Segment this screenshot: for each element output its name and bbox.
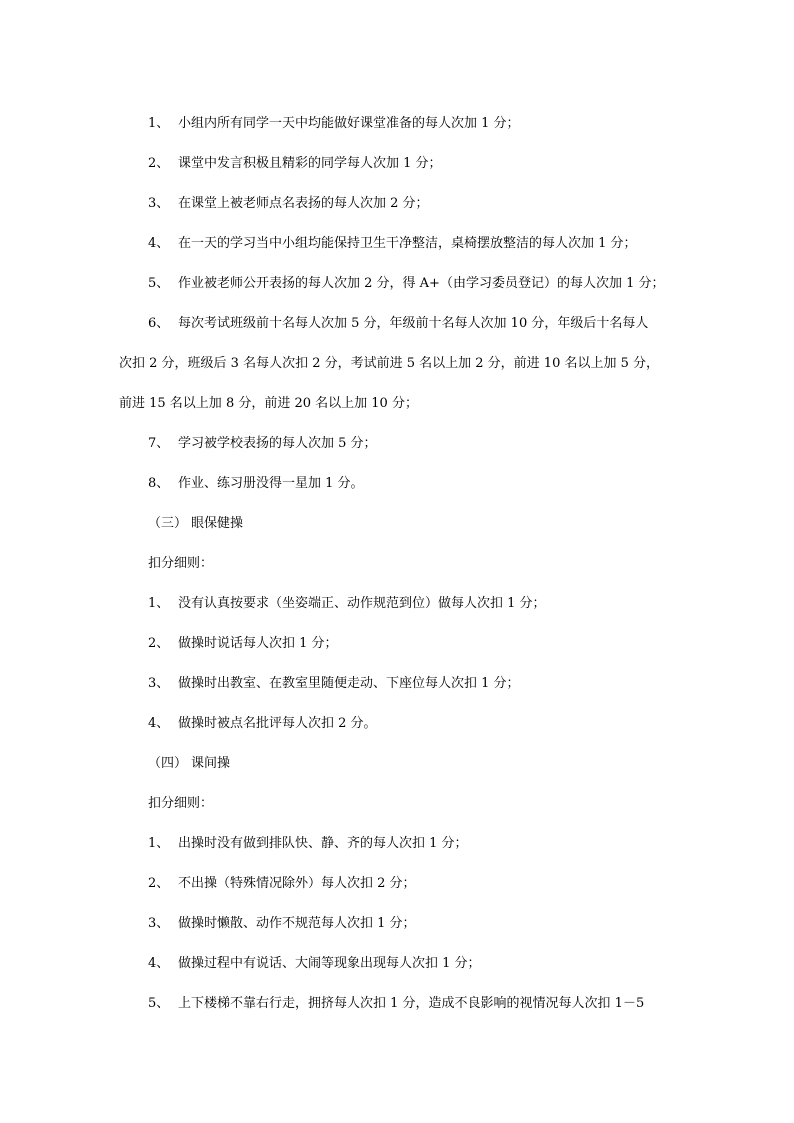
list-item — [148, 956, 481, 972]
list-item-number: 7、 — [148, 436, 170, 451]
list-item-number: 5、 — [148, 996, 170, 1011]
list-item-number: 3、 — [148, 196, 170, 211]
list-item — [148, 676, 520, 692]
list-item-text: 做操时被点名批评每人次扣 2 分。 — [178, 716, 377, 731]
list-item — [148, 596, 546, 612]
list-item-text: 作业、练习册没得一星加 1 分。 — [178, 476, 364, 491]
list-item-number: 2、 — [148, 156, 170, 171]
list-item-text: 学习被学校表扬的每人次加 5 分； — [178, 436, 377, 451]
list-item — [148, 996, 644, 1012]
list-item-number: 1、 — [148, 116, 170, 131]
section-subtitle: 扣分细则： — [148, 556, 214, 571]
section-number: （三） — [148, 516, 188, 531]
list-item — [148, 196, 429, 212]
list-item-number: 4、 — [148, 956, 170, 971]
section-heading — [148, 516, 243, 532]
list-item-number: 4、 — [148, 236, 170, 251]
list-item-text: 出操时没有做到排队快、静、齐的每人次扣 1 分； — [178, 836, 468, 851]
list-item-text: 没有认真按要求（坐姿端正、动作规范到位）做每人次扣 1 分； — [178, 596, 546, 611]
section-subtitle: 扣分细则： — [148, 796, 214, 811]
list-item — [148, 476, 364, 492]
list-item-continuation: 次扣 2 分，班级后 3 名每人次扣 2 分，考试前进 5 名以上加 2 分，前进 10 名以上加 5 分， — [119, 356, 660, 371]
list-item-text: 上下楼梯不靠右行走，拥挤每人次扣 1 分，造成不良影响的视情况每人次扣 1－5 — [178, 996, 645, 1011]
list-item-text: 做操时说话每人次扣 1 分； — [178, 636, 338, 651]
list-item-number: 3、 — [148, 676, 170, 691]
section-title: 眼保健操 — [191, 516, 244, 531]
list-item — [148, 916, 416, 932]
list-item-text: 课堂中发言积极且精彩的同学每人次加 1 分； — [178, 156, 442, 171]
list-item-number: 4、 — [148, 716, 170, 731]
list-item-number: 8、 — [148, 476, 170, 491]
list-item-number: 2、 — [148, 636, 170, 651]
list-item — [148, 316, 648, 332]
list-item-text: 每次考试班级前十名每人次加 5 分，年级前十名每人次加 10 分，年级后十名每人 — [178, 316, 649, 331]
list-item-text: 做操时懒散、动作不规范每人次扣 1 分； — [178, 916, 416, 931]
list-item-number: 6、 — [148, 316, 170, 331]
list-item-continuation: 前进 15 名以上加 8 分，前进 20 名以上加 10 分； — [119, 396, 418, 411]
list-item-text: 做操时出教室、在教室里随便走动、下座位每人次扣 1 分； — [178, 676, 520, 691]
list-item-number: 3、 — [148, 916, 170, 931]
section-heading — [148, 756, 230, 772]
list-item-number: 1、 — [148, 596, 170, 611]
list-item-text: 做操过程中有说话、大闹等现象出现每人次扣 1 分； — [178, 956, 481, 971]
list-item — [148, 156, 442, 172]
section-number: （四） — [148, 756, 188, 771]
list-item — [148, 876, 416, 892]
list-item-text: 小组内所有同学一天中均能做好课堂准备的每人次加 1 分； — [178, 116, 520, 131]
list-item — [148, 636, 338, 652]
list-item — [148, 436, 377, 452]
list-item — [148, 116, 520, 132]
list-item — [148, 276, 665, 292]
list-item-number: 2、 — [148, 876, 170, 891]
list-item-text: 作业被老师公开表扬的每人次加 2 分，得 A+（由学习委员登记）的每人次加 1 分； — [178, 276, 665, 291]
section-title: 课间操 — [191, 756, 231, 771]
list-item-number: 1、 — [148, 836, 170, 851]
list-item-text: 不出操（特殊情况除外）每人次扣 2 分； — [178, 876, 416, 891]
list-item-text: 在一天的学习当中小组均能保持卫生干净整洁，桌椅摆放整洁的每人次加 1 分； — [178, 236, 637, 251]
list-item — [148, 236, 637, 252]
list-item — [148, 836, 468, 852]
list-item-text: 在课堂上被老师点名表扬的每人次加 2 分； — [178, 196, 429, 211]
list-item — [148, 716, 377, 732]
list-item-number: 5、 — [148, 276, 170, 291]
